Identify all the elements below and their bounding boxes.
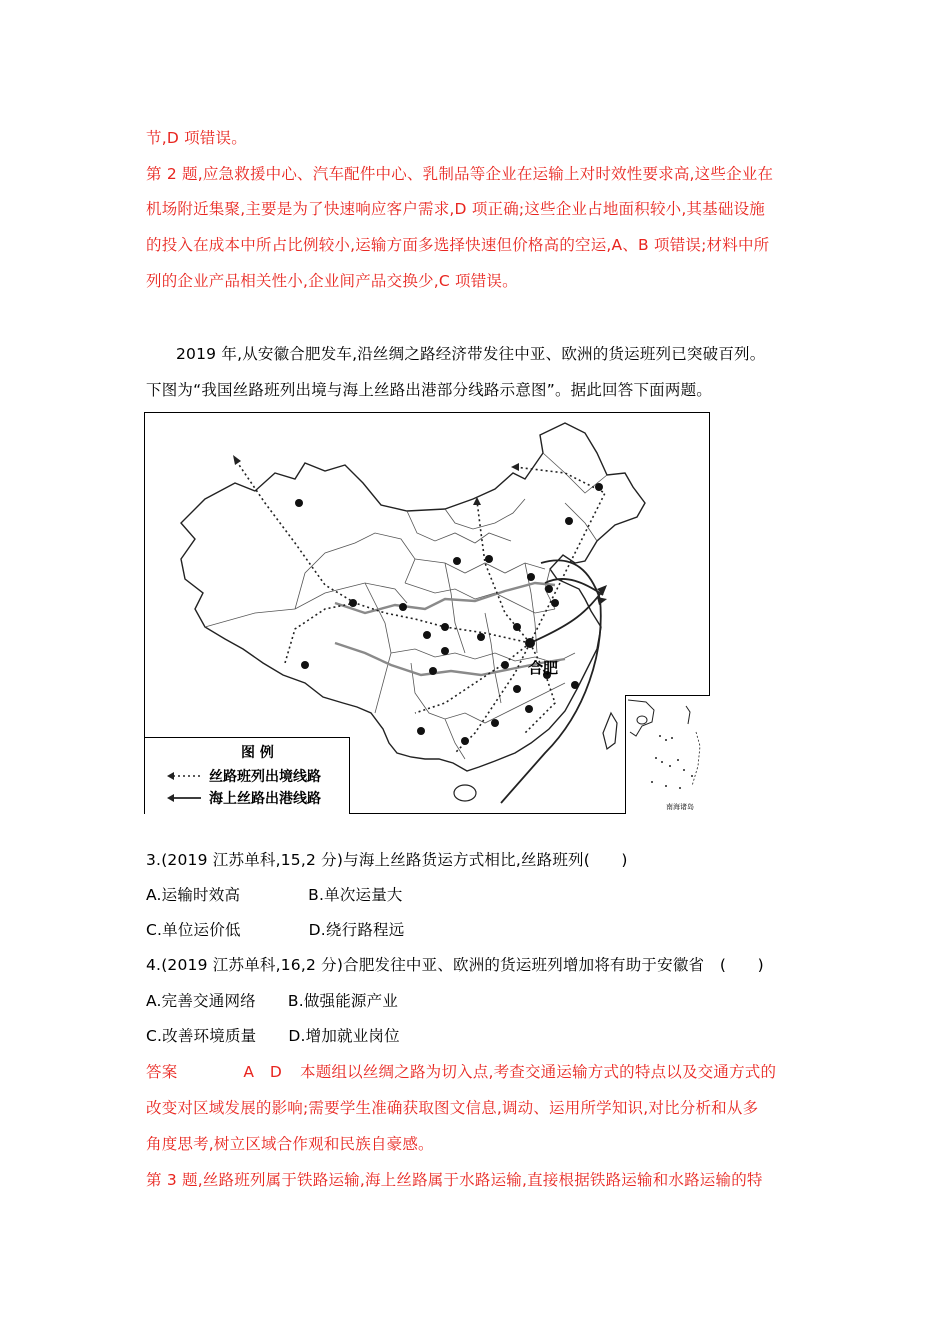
question-3: 3.(2019 江苏单科,15,2 分)与海上丝路货运方式相比,丝路班列( ) — [146, 851, 628, 869]
answer-explanation: 本题组以丝绸之路为切入点,考查交通运输方式的特点以及交通方式的 — [300, 1063, 777, 1081]
answer-explanation: 第 3 题,丝路班列属于铁路运输,海上丝路属于水路运输,直接根据铁路运输和水路运输的特 — [146, 1171, 763, 1189]
question-3-options — [146, 885, 403, 905]
hefei-label: 合肥 — [528, 659, 559, 677]
option-c: C.改善环境质量 — [146, 1027, 257, 1045]
question-4: 4.(2019 江苏单科,16,2 分)合肥发往中亚、欧洲的货运班列增加将有助于安徽省 ( ) — [146, 956, 764, 974]
dotted-arrow-icon — [167, 771, 201, 781]
legend-item-sea — [167, 788, 321, 808]
option-b: B.单次运量大 — [308, 886, 403, 904]
china-outline — [181, 423, 645, 771]
option-a: A.运输时效高 — [146, 886, 241, 904]
option-c: C.单位运价低 — [146, 921, 241, 939]
text-line: 第 2 题,应急救援中心、汽车配件中心、乳制品等企业在运输上对时效性要求高,这些企业在 — [146, 165, 774, 183]
text-line: 列的企业产品相关性小,企业间产品交换少,C 项错误。 — [146, 272, 518, 290]
option-d: D.增加就业岗位 — [288, 1027, 400, 1045]
legend-item-rail — [167, 766, 321, 786]
route-map-figure — [144, 412, 710, 814]
south-china-sea-inset — [625, 695, 710, 814]
rail-routes — [235, 459, 605, 753]
intro-paragraph: 下图为“我国丝路班列出境与海上丝路出港部分线路示意图”。据此回答下面两题。 — [146, 381, 712, 399]
option-a: A.完善交通网络 — [146, 992, 256, 1010]
legend-title: 图 例 — [241, 745, 274, 761]
inset-label: 南海诸岛 — [666, 803, 694, 811]
text-line: 的投入在成本中所占比例较小,运输方面多选择快速但价格高的空运,A、B 项错误;材料中所 — [146, 236, 770, 254]
text-line: 机场附近集聚,主要是为了快速响应客户需求,D 项正确;这些企业占地面积较小,其基础设施 — [146, 200, 765, 218]
inset-map — [626, 696, 708, 800]
intro-paragraph: 2019 年,从安徽合肥发车,沿丝绸之路经济带发往中亚、欧洲的货运班列已突破百列。 — [176, 345, 766, 363]
answer-label: 答案 — [146, 1063, 178, 1081]
taiwan-island — [603, 713, 617, 749]
option-b: B.做强能源产业 — [287, 992, 399, 1010]
hainan-island — [454, 785, 476, 801]
map-legend — [145, 737, 350, 814]
answer-letters: A D — [243, 1063, 283, 1081]
answer-explanation: 改变对区域发展的影响;需要学生准确获取图文信息,调动、运用所学知识,对比分析和从多 — [146, 1099, 759, 1117]
question-4-options — [146, 1026, 400, 1046]
yellow-river — [335, 583, 555, 613]
answer-line — [146, 1062, 776, 1082]
sea-route — [501, 560, 601, 803]
option-d: D.绕行路程远 — [308, 921, 405, 939]
text-line: 节,D 项错误。 — [146, 129, 247, 147]
solid-arrow-icon — [167, 793, 201, 803]
legend-label: 海上丝路出港线路 — [209, 791, 321, 807]
answer-explanation: 角度思考,树立区域合作观和民族自豪感。 — [146, 1135, 434, 1153]
question-3-options — [146, 920, 404, 940]
legend-label: 丝路班列出境线路 — [209, 769, 321, 785]
city-dots — [295, 483, 603, 745]
question-4-options — [146, 991, 398, 1011]
